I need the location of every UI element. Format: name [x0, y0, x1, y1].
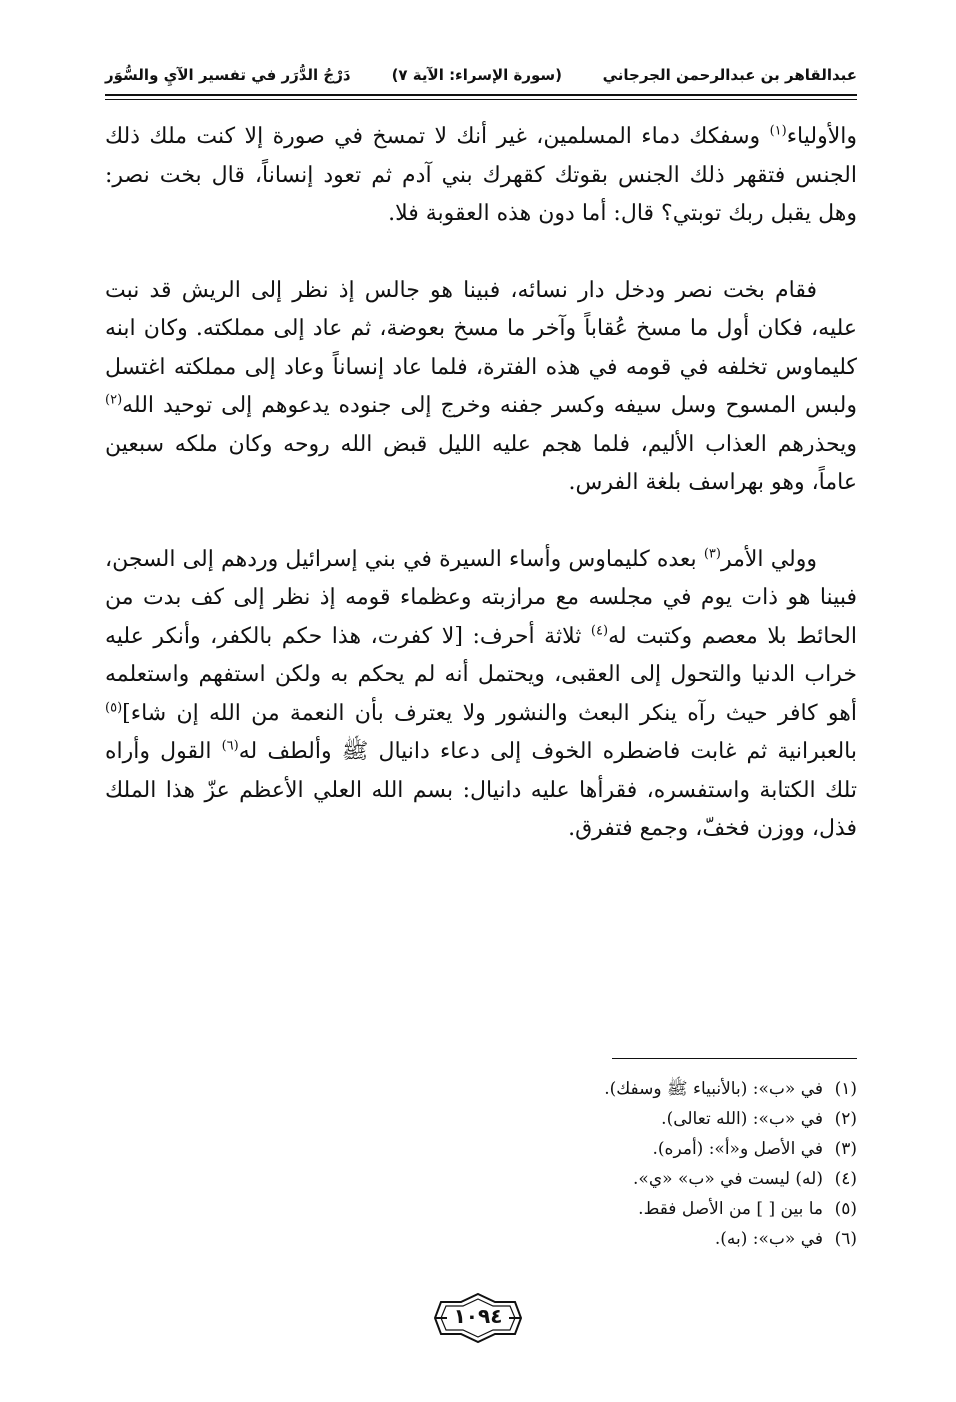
header-book-title: دَرْجُ الدُّرَر في تفسير الآيِ والسُّوَر	[105, 66, 351, 84]
page-number-ornament	[433, 1292, 523, 1344]
header-rule-thin	[105, 99, 857, 100]
footnote-text: (له) ليست في «ب» «ي».	[633, 1169, 823, 1189]
footnote-text: في «ب»: (الله تعالى).	[661, 1109, 823, 1129]
footnote-item	[357, 1164, 857, 1194]
footnote-marker: (٦)	[221, 738, 239, 754]
footnote-text: في الأصل و«أ»: (أمره).	[652, 1139, 823, 1159]
body-paragraph	[105, 272, 857, 503]
footnote-item	[357, 1074, 857, 1104]
header-surah-reference: (سورة الإسراء: الآية ٧)	[391, 66, 562, 84]
paragraph-text: بعده كليماوس وأساء السيرة في بني إسرائيل وردهم إلى السجن، فبينا هو ذات يوم في مجلسه مع مرازبته وعظماء قومه إذ نظر إلى كف بدت من الحائط بلا معصم وكتبت له	[105, 546, 857, 649]
footnotes-list	[357, 1074, 857, 1254]
paragraph-text: فقام بخت نصر ودخل دار نسائه، فبينا هو جالس إذ نظر إلى الريش قد نبت عليه، فكان أول ما مسخ عُقاباً وآخر ما مسخ بعوضة، ثم عاد إلى مملكته. وكان ابنه كليماوس تخلفه في قومه في هذه الفترة، فلما عاد إنساناً وعاد إلى مملكته اغتسل ولبس المسوح وسل سيفه وكسر جفنه وخرج إلى جنوده يدعوهم إلى توحيد الله	[105, 277, 857, 418]
footnote-marker: (١)	[769, 123, 787, 139]
footnote-item	[357, 1224, 857, 1254]
paragraph-text: وولي الأمر	[720, 546, 817, 572]
footnote-separator	[612, 1058, 857, 1059]
footnote-marker: (٣)	[703, 546, 721, 562]
footnote-marker: (٢)	[105, 392, 123, 408]
paragraph-text: ثلاثة أحرف: [لا كفرت، هذا حكم بالكفر، وأنكر عليه خراب الدنيا والتحول إلى العقبى، ويحتمل أنه لم يحكم به ولكن استفهم واستعلمه أهو كافر حيث رآه ينكر البعث والنشور ولا يعترف بأن النعمة من الله إن شاء]	[105, 623, 857, 726]
paragraph-text: والأولياء	[786, 124, 857, 149]
footnote-marker: (٤)	[590, 623, 609, 639]
footnote-marker: (٥)	[105, 700, 123, 716]
header-author: عبدالقاهر بن عبدالرحمن الجرجاني	[602, 66, 857, 84]
paragraph-text: القول وأراه تلك الكتابة واستفسره، فقرأها عليه دانيال: بسم الله العلي الأعظم عزّ هذا الملك فذل، ووزن فخفّ، وجمع فتفرق.	[105, 739, 857, 841]
footnote-number: (٢)	[834, 1109, 857, 1129]
running-header	[105, 62, 857, 92]
footnote-number: (٣)	[834, 1139, 857, 1159]
footnote-item	[357, 1104, 857, 1134]
footnote-text: في «ب»: (بالأنبياء ﷺ وسفك).	[604, 1079, 823, 1099]
footnote-text: في «ب»: (به).	[714, 1229, 823, 1249]
main-text	[105, 118, 857, 887]
header-rule-thick	[105, 94, 857, 96]
footnote-number: (١)	[834, 1079, 857, 1099]
footnote-number: (٦)	[834, 1229, 857, 1249]
paragraph-text: بالعبرانية ثم غابت فاضطره الخوف إلى دعاء دانيال ﷺ وألطف له	[238, 739, 857, 764]
paragraph-text: ويحذرهم العذاب الأليم، فلما هجم عليه الليل قبض الله روحه وكان ملكه سبعين عاماً، وهو بهراسف بلغة الفرس.	[105, 431, 857, 495]
footnote-number: (٤)	[834, 1169, 857, 1189]
footnote-item	[357, 1134, 857, 1164]
body-paragraph	[105, 541, 857, 849]
footnote-text: ما بين [ ] من الأصل فقط.	[638, 1199, 823, 1219]
body-paragraph	[105, 118, 857, 234]
footnote-number: (٥)	[834, 1199, 857, 1219]
footnote-item	[357, 1194, 857, 1224]
paragraph-text: وسفكك دماء المسلمين، غير أنك لا تمسخ في صورة إلا كنت ملك ذلك الجنس فتقهر ذلك الجنس بقوتك كقهرك بني آدم ثم تعود إنساناً، قال بخت نصر: وهل يقبل ربك توبتي؟ قال: أما دون هذه العقوبة فلا.	[105, 124, 857, 226]
page-number: ١٠٩٤	[453, 1304, 503, 1328]
